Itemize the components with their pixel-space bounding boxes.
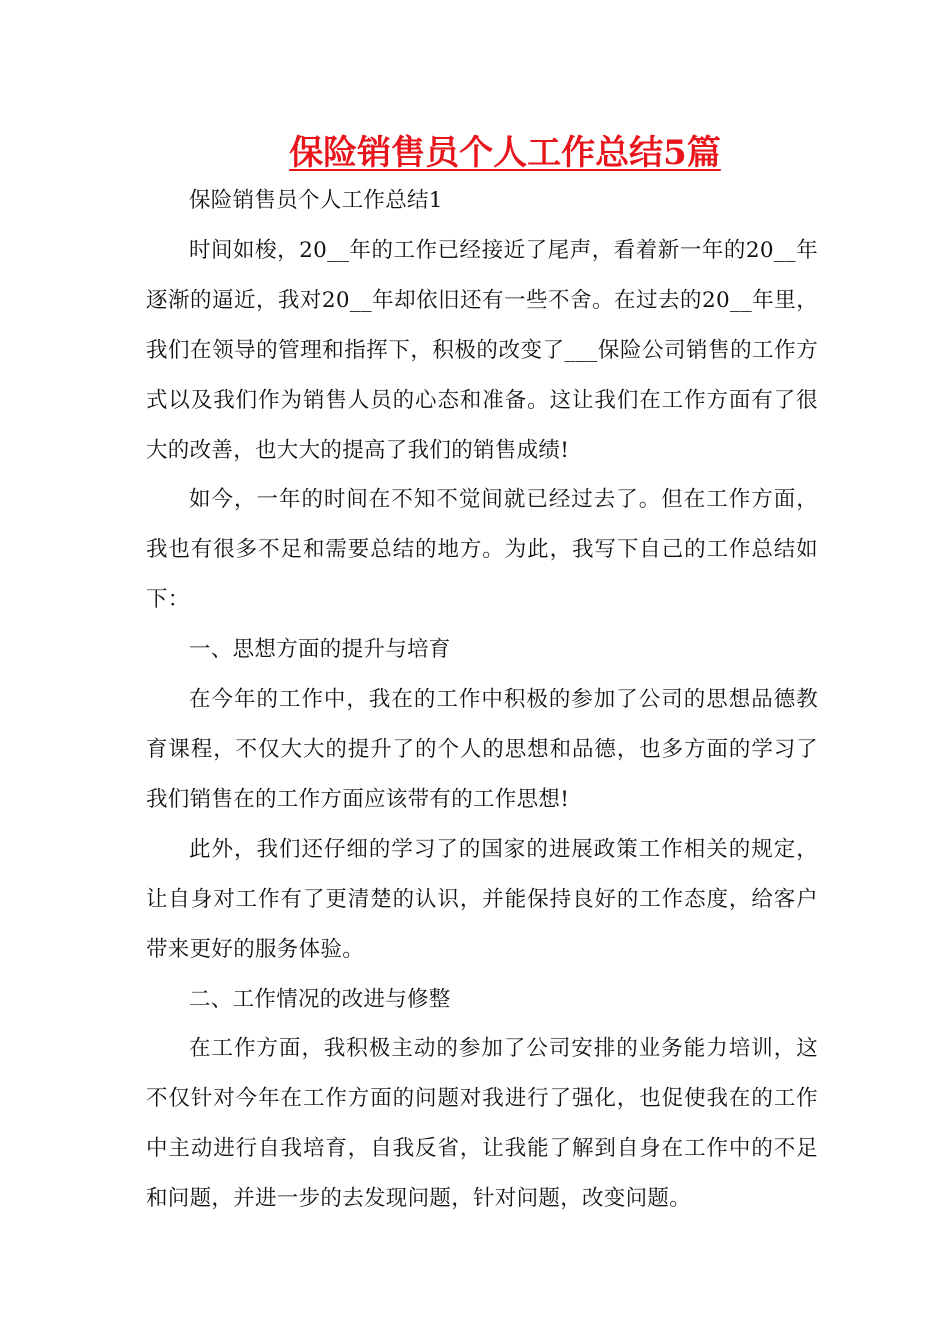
section-heading: 保险销售员个人工作总结1 [189, 188, 443, 213]
paragraph: 在工作方面，我积极主动的参加了公司安排的业务能力培训，这不仅针对今年在工作方面的问题对我进行了强化，也促使我在的工作中主动进行自我培育，自我反省，让我能了解到自身在工作中的不足和问题，并进一步的去发现问题，针对问题，改变问题。 [146, 1036, 818, 1212]
section-heading: 二、工作情况的改进与修整 [189, 986, 451, 1012]
paragraph: 在今年的工作中，我在的工作中积极的参加了公司的思想品德教育课程，不仅大大的提升了的个人的思想和品德，也多方面的学习了我们销售在的工作方面应该带有的工作思想! [146, 687, 818, 812]
section-heading: 一、思想方面的提升与培育 [189, 637, 451, 663]
paragraph: 时间如梭，20__年的工作已经接近了尾声，看着新一年的20__年逐渐的逼近，我对20__年却依旧还有一些不舍。在过去的20__年里，我们在领导的管理和指挥下，积极的改变了___保险公司销售的工作方式以及我们作为销售人员的心态和准备。这让我们在工作方面有了很大的改善，也大大的提高了我们的销售成绩! [146, 237, 818, 463]
document-title: 保险销售员个人工作总结5篇 [289, 133, 721, 173]
document-body [146, 176, 818, 1224]
paragraph: 如今，一年的时间在不知不觉间就已经过去了。但在工作方面，我也有很多不足和需要总结的地方。为此，我写下自己的工作总结如下： [146, 487, 818, 613]
paragraph: 此外，我们还仔细的学习了的国家的进展政策工作相关的规定，让自身对工作有了更清楚的认识，并能保持良好的工作态度，给客户带来更好的服务体验。 [146, 836, 818, 962]
